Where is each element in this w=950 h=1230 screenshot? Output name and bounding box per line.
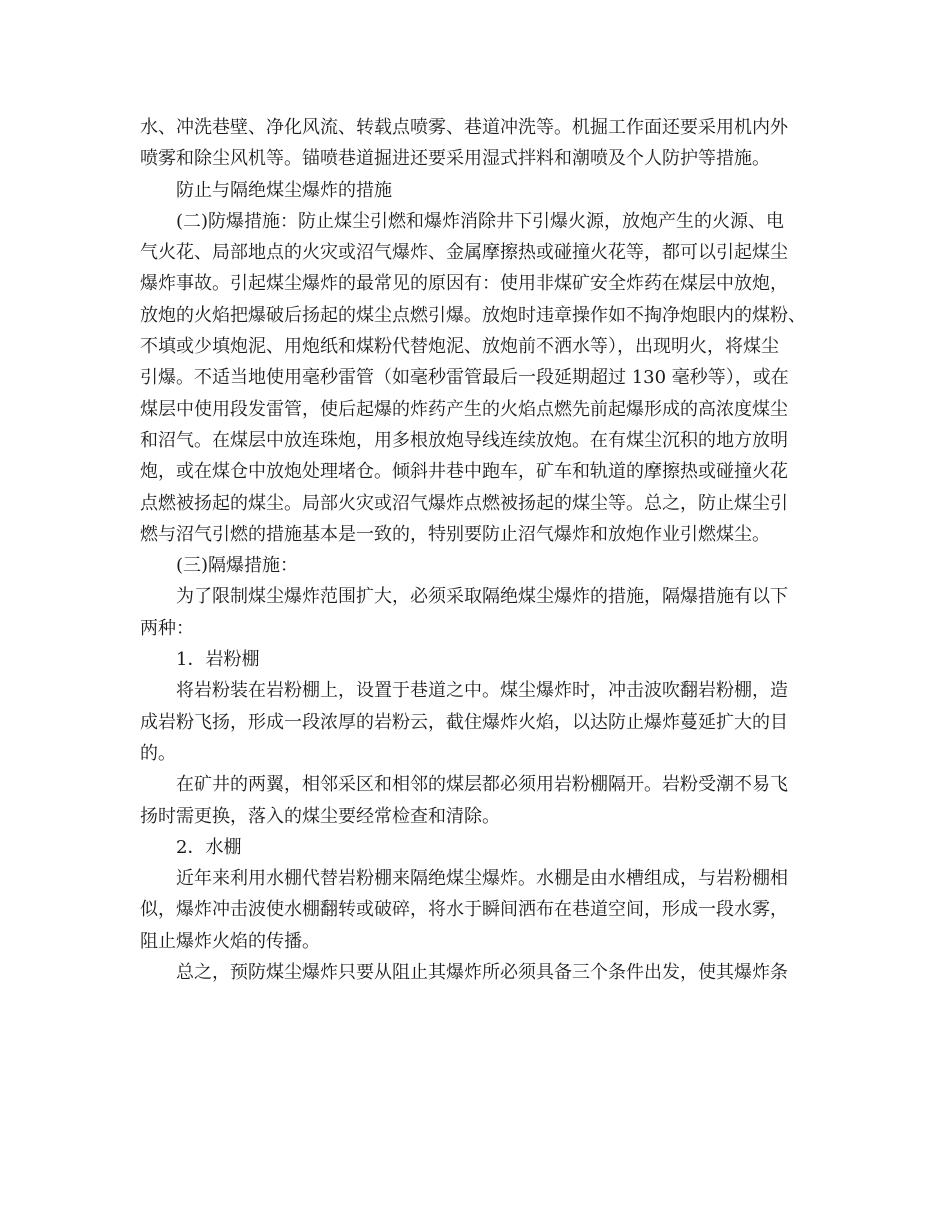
text-line: 成岩粉飞扬，形成一段浓厚的岩粉云，截住爆炸火焰，以达防止爆炸蔓延扩大的目 [140,711,788,733]
text-line: 阻止爆炸火焰的传播。 [140,930,320,952]
text-line: 水、冲洗巷壁、净化风流、转载点喷雾、巷道冲洗等。机掘工作面还要采用机内外 [140,117,788,138]
text-line: 将岩粉装在岩粉棚上，设置于巷道之中。煤尘爆炸时，冲击波吹翻岩粉棚，造 [176,680,788,702]
text-line: 两种： [140,617,194,639]
text-line: 喷雾和除尘风机等。锚喷巷道掘进还要采用湿式拌料和潮喷及个人防护等措施。 [140,148,770,170]
text-line: 引爆。不适当地使用毫秒雷管（如毫秒雷管最后一段延期超过 130 毫秒等），或在 [140,367,789,389]
text-line: 和沼气。在煤层中放连珠炮，用多根放炮导线连续放炮。在有煤尘沉积的地方放明 [140,429,788,451]
text-line: 点燃被扬起的煤尘。局部火灾或沼气爆炸点燃被扬起的煤尘等。总之，防止煤尘引 [140,492,788,514]
text-line: 气火花、局部地点的火灾或沼气爆炸、金属摩擦热或碰撞火花等，都可以引起煤尘 [140,242,788,264]
text-line: 不填或少填炮泥、用炮纸和煤粉代替炮泥、放炮前不洒水等），出现明火，将煤尘 [140,336,779,358]
text-line: 炮，或在煤仓中放炮处理堵仓。倾斜井巷中跑车，矿车和轨道的摩擦热或碰撞火花 [140,461,788,483]
text-line: 防止与隔绝煤尘爆炸的措施 [176,179,392,201]
text-line: 扬时需更换，落入的煤尘要经常检查和清除。 [140,805,500,827]
text-line: 2．水棚 [176,836,242,858]
text-line: 爆炸事故。引起煤尘爆炸的最常见的原因有：使用非煤矿安全炸药在煤层中放炮， [140,273,788,295]
text-line: (二)防爆措施：防止煤尘引燃和爆炸消除井下引爆火源，放炮产生的火源、电 [176,210,785,232]
text-line: 似，爆炸冲击波使水棚翻转或破碎，将水于瞬间洒布在巷道空间，形成一段水雾， [140,899,788,921]
text-line: 1．岩粉棚 [176,649,260,671]
text-line: 总之，预防煤尘爆炸只要从阻止其爆炸所必须具备三个条件出发，使其爆炸条 [176,962,788,984]
text-line: 为了限制煤尘爆炸范围扩大，必须采取隔绝煤尘爆炸的措施，隔爆措施有以下 [176,586,788,608]
text-line: (三)隔爆措施： [176,555,299,577]
text-line: 煤层中使用段发雷管，使后起爆的炸药产生的火焰点燃先前起爆形成的高浓度煤尘 [140,398,788,420]
text-line: 放炮的火焰把爆破后扬起的煤尘点燃引爆。放炮时违章操作如不掏净炮眼内的煤粉、 [140,304,806,326]
text-line: 近年来利用水棚代替岩粉棚来隔绝煤尘爆炸。水棚是由水槽组成，与岩粉棚相 [176,868,788,890]
text-line: 燃与沼气引燃的措施基本是一致的，特别要防止沼气爆炸和放炮作业引燃煤尘。 [140,523,770,545]
text-line: 的。 [140,742,176,764]
text-line: 在矿井的两翼，相邻采区和相邻的煤层都必须用岩粉棚隔开。岩粉受潮不易飞 [176,774,788,796]
body-text [140,112,820,988]
